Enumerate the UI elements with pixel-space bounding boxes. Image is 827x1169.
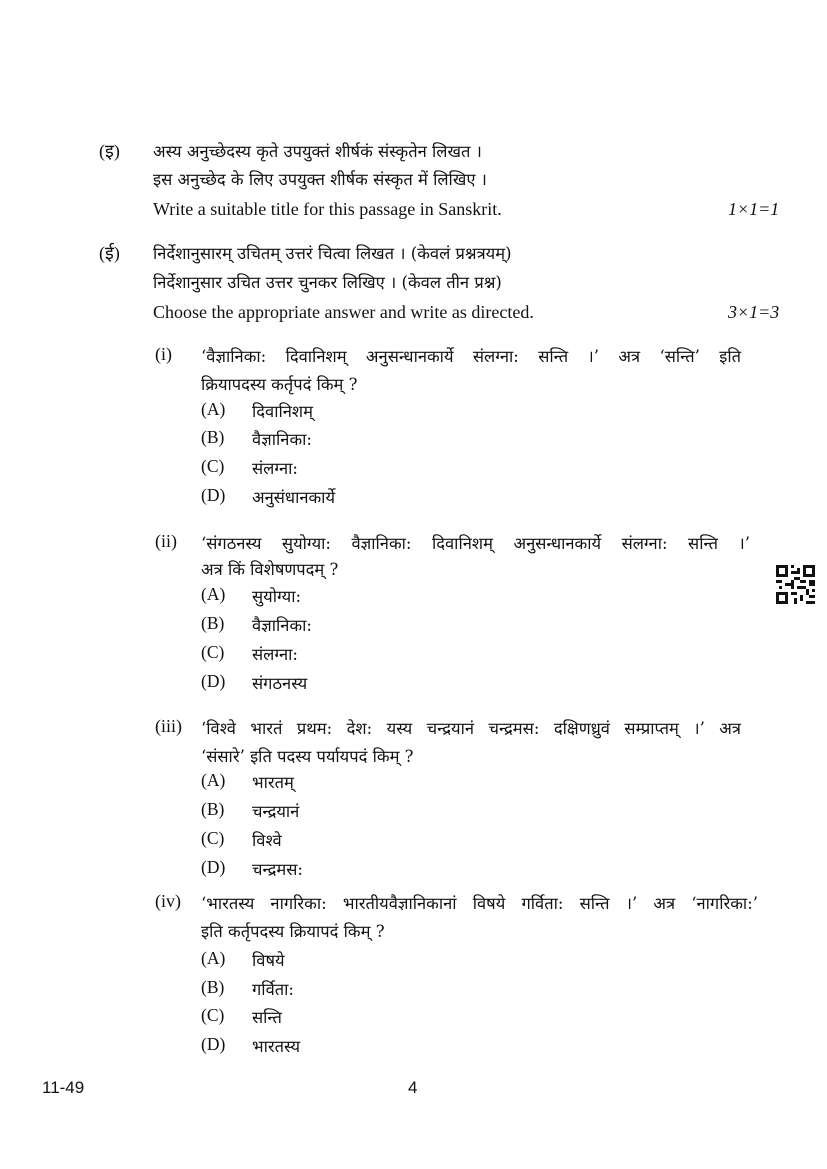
option-letter: (A) <box>201 770 226 790</box>
option-letter: (D) <box>201 485 226 505</box>
option-text: सुयोग्या: <box>252 587 302 606</box>
subquestion-text-line2: क्रियापदस्य कर्तृपदं किम् ? <box>201 375 358 394</box>
option-letter: (D) <box>201 671 226 691</box>
option-text: संगठनस्य <box>252 674 308 693</box>
subquestion-number: (i) <box>155 344 172 364</box>
option-text: गर्विता: <box>252 980 294 999</box>
option-text: संलग्ना: <box>252 459 298 478</box>
subquestion-number: (iii) <box>155 716 182 736</box>
option-text: चन्द्रयानं <box>252 802 300 821</box>
qr-code <box>776 565 815 604</box>
option-letter: (D) <box>201 1034 226 1054</box>
question-english-text: Choose the appropriate answer and write as directed. <box>153 302 534 322</box>
subquestion-number: (iv) <box>155 891 181 911</box>
option-text: भारतम् <box>252 773 294 792</box>
question-label: (इ) <box>99 141 120 161</box>
subquestion-text-line1: ‘वैज्ञानिका: दिवानिशम् अनुसन्धानकार्ये संलग्ना: सन्ति ।’ अत्र ‘सन्ति’ इति <box>201 347 741 366</box>
subquestion-text-line2: इति कर्तृपदस्य क्रियापदं किम् ? <box>201 922 385 941</box>
page-number: 4 <box>408 1078 418 1097</box>
option-letter: (D) <box>201 857 226 877</box>
question-english-text: Write a suitable title for this passage in Sanskrit. <box>153 199 502 219</box>
question-label: (ई) <box>99 243 120 263</box>
subquestion-text-line1: ‘विश्वे भारतं प्रथम: देश: यस्य चन्द्रयानं चन्द्रमस: दक्षिणध्रुवं सम्प्राप्तम् ।’ अत्र <box>201 719 741 738</box>
question-marks: 3×1=3 <box>728 302 780 322</box>
option-text: संलग्ना: <box>252 645 298 664</box>
paper-code: 11-49 <box>42 1078 85 1097</box>
option-text: विश्वे <box>252 831 282 850</box>
option-letter: (C) <box>201 828 225 848</box>
question-marks: 1×1=1 <box>728 199 780 219</box>
question-sanskrit-text: अस्य अनुच्छेदस्य कृते उपयुक्तं शीर्षकं संस्कृतेन लिखत । <box>153 142 482 161</box>
option-text: अनुसंधानकार्ये <box>252 488 336 507</box>
option-letter: (C) <box>201 1005 225 1025</box>
subquestion-number: (ii) <box>155 531 177 551</box>
option-letter: (C) <box>201 642 225 662</box>
option-letter: (A) <box>201 948 226 968</box>
subquestion-text-line1: ‘भारतस्य नागरिका: भारतीयवैज्ञानिकानां विषये गर्विता: सन्ति ।’ अत्र ‘नागरिका:’ <box>201 894 758 913</box>
option-letter: (B) <box>201 977 225 997</box>
option-letter: (C) <box>201 456 225 476</box>
option-text: चन्द्रमस: <box>252 860 303 879</box>
option-text: भारतस्य <box>252 1037 301 1056</box>
option-text: सन्ति <box>252 1008 282 1027</box>
option-letter: (B) <box>201 427 225 447</box>
subquestion-text-line1: ‘संगठनस्य सुयोग्या: वैज्ञानिका: दिवानिशम् अनुसन्धानकार्ये संलग्ना: सन्ति ।’ <box>201 534 750 553</box>
subquestion-text-line2: अत्र किं विशेषणपदम् ? <box>201 560 339 579</box>
option-text: वैज्ञानिका: <box>252 616 312 635</box>
subquestion-text-line2: ‘संसारे’ इति पदस्य पर्यायपदं किम् ? <box>201 747 414 766</box>
option-letter: (B) <box>201 613 225 633</box>
question-hindi-text: इस अनुच्छेद के लिए उपयुक्त शीर्षक संस्कृत में लिखिए । <box>153 170 487 189</box>
question-sanskrit-text: निर्देशानुसारम् उचितम् उत्तरं चित्वा लिखत । (केवलं प्रश्नत्रयम्) <box>153 244 512 263</box>
question-hindi-text: निर्देशानुसार उचित उत्तर चुनकर लिखिए । (केवल तीन प्रश्न) <box>153 273 502 292</box>
option-letter: (A) <box>201 399 226 419</box>
option-letter: (A) <box>201 584 226 604</box>
option-text: दिवानिशम् <box>252 402 314 421</box>
option-text: विषये <box>252 951 285 970</box>
option-letter: (B) <box>201 799 225 819</box>
option-text: वैज्ञानिका: <box>252 430 312 449</box>
